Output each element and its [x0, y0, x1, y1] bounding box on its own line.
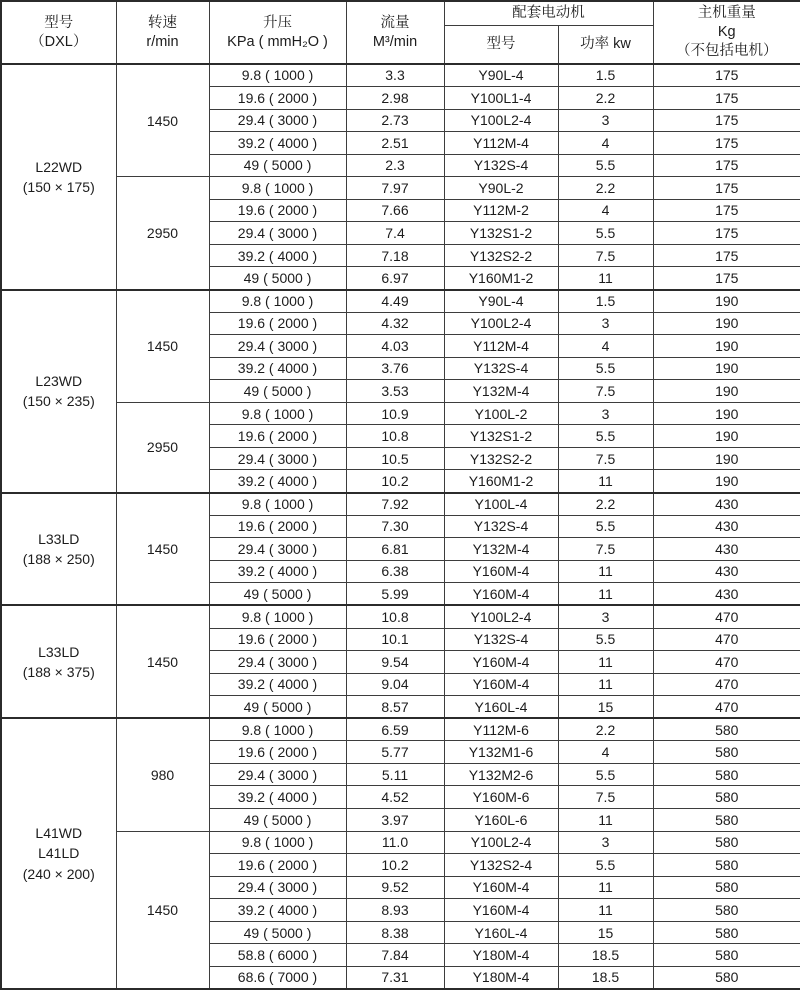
cell-motor-power: 4 [558, 741, 653, 764]
cell-motor-power: 11 [558, 651, 653, 674]
cell-pressure: 49 ( 5000 ) [209, 154, 346, 177]
cell-flow: 7.97 [346, 177, 444, 200]
model-section [1, 605, 800, 718]
cell-motor-power: 11 [558, 267, 653, 290]
cell-motor-power: 11 [558, 876, 653, 899]
cell-motor-power: 15 [558, 921, 653, 944]
cell-motor-power: 7.5 [558, 244, 653, 267]
cell-pressure: 49 ( 5000 ) [209, 809, 346, 832]
table-row [1, 402, 800, 425]
header-speed [116, 1, 209, 64]
cell-pressure: 49 ( 5000 ) [209, 267, 346, 290]
header-pressure-line1: 升压 [263, 14, 292, 31]
cell-flow: 5.99 [346, 583, 444, 606]
cell-pressure: 19.6 ( 2000 ) [209, 515, 346, 538]
cell-flow: 7.30 [346, 515, 444, 538]
cell-pressure: 29.4 ( 3000 ) [209, 876, 346, 899]
cell-motor-power: 7.5 [558, 538, 653, 561]
cell-flow: 6.97 [346, 267, 444, 290]
cell-pressure: 29.4 ( 3000 ) [209, 222, 346, 245]
cell-weight: 175 [653, 267, 800, 290]
model-line: (188 × 250) [22, 551, 95, 568]
cell-flow: 4.32 [346, 312, 444, 335]
cell-weight: 470 [653, 628, 800, 651]
cell-motor-power: 3 [558, 605, 653, 628]
cell-weight: 190 [653, 335, 800, 358]
cell-motor-model: Y160M-4 [444, 899, 558, 922]
cell-motor-model: Y132M1-6 [444, 741, 558, 764]
cell-motor-model: Y160M-4 [444, 651, 558, 674]
cell-flow: 7.66 [346, 199, 444, 222]
cell-motor-model: Y100L2-4 [444, 109, 558, 132]
header-weight-line1: 主机重量 [697, 5, 756, 22]
cell-motor-model: Y132M-4 [444, 538, 558, 561]
cell-weight: 580 [653, 921, 800, 944]
cell-motor-power: 11 [558, 470, 653, 493]
header-model-line2: （DXL） [30, 33, 88, 50]
cell-motor-power: 2.2 [558, 87, 653, 110]
model-section [1, 64, 800, 290]
cell-weight: 190 [653, 357, 800, 380]
cell-motor-power: 3 [558, 402, 653, 425]
cell-weight: 175 [653, 64, 800, 87]
cell-flow: 10.1 [346, 628, 444, 651]
cell-motor-power: 2.2 [558, 718, 653, 741]
speed-cell: 980 [116, 718, 209, 831]
cell-flow: 9.04 [346, 673, 444, 696]
cell-motor-power: 2.2 [558, 177, 653, 200]
cell-motor-power: 5.5 [558, 425, 653, 448]
cell-flow: 7.92 [346, 493, 444, 516]
table-row [1, 718, 800, 741]
model-line: L22WD [35, 158, 83, 175]
cell-pressure: 29.4 ( 3000 ) [209, 538, 346, 561]
model-cell [1, 493, 116, 606]
model-line: (188 × 375) [22, 663, 95, 680]
header-model [1, 1, 116, 64]
cell-motor-model: Y90L-4 [444, 290, 558, 313]
cell-flow: 5.11 [346, 763, 444, 786]
speed-cell: 2950 [116, 402, 209, 492]
cell-pressure: 49 ( 5000 ) [209, 921, 346, 944]
cell-flow: 3.76 [346, 357, 444, 380]
cell-pressure: 9.8 ( 1000 ) [209, 290, 346, 313]
cell-motor-model: Y132M2-6 [444, 763, 558, 786]
cell-motor-model: Y90L-2 [444, 177, 558, 200]
cell-motor-model: Y132S1-2 [444, 425, 558, 448]
cell-motor-model: Y100L1-4 [444, 87, 558, 110]
cell-weight: 470 [653, 605, 800, 628]
cell-flow: 7.4 [346, 222, 444, 245]
cell-motor-power: 15 [558, 696, 653, 719]
header-pressure [209, 1, 346, 64]
header-motor-group: 配套电动机 [444, 1, 653, 25]
cell-flow: 10.8 [346, 425, 444, 448]
cell-motor-model: Y160M1-2 [444, 470, 558, 493]
cell-pressure: 39.2 ( 4000 ) [209, 357, 346, 380]
cell-pressure: 9.8 ( 1000 ) [209, 831, 346, 854]
cell-pressure: 68.6 ( 7000 ) [209, 966, 346, 989]
cell-weight: 175 [653, 244, 800, 267]
cell-pressure: 58.8 ( 6000 ) [209, 944, 346, 967]
cell-weight: 190 [653, 312, 800, 335]
cell-flow: 11.0 [346, 831, 444, 854]
cell-weight: 580 [653, 786, 800, 809]
cell-motor-power: 3 [558, 312, 653, 335]
cell-pressure: 49 ( 5000 ) [209, 380, 346, 403]
cell-motor-model: Y112M-6 [444, 718, 558, 741]
header-model-line1: 型号 [44, 14, 74, 31]
cell-pressure: 9.8 ( 1000 ) [209, 493, 346, 516]
cell-motor-model: Y180M-4 [444, 966, 558, 989]
cell-motor-model: Y160L-4 [444, 696, 558, 719]
cell-pressure: 39.2 ( 4000 ) [209, 244, 346, 267]
cell-motor-model: Y160M-4 [444, 876, 558, 899]
cell-motor-power: 1.5 [558, 64, 653, 87]
table-header [1, 1, 800, 64]
cell-pressure: 9.8 ( 1000 ) [209, 718, 346, 741]
cell-motor-model: Y160L-6 [444, 809, 558, 832]
cell-motor-model: Y160L-4 [444, 921, 558, 944]
cell-weight: 580 [653, 831, 800, 854]
cell-motor-model: Y90L-4 [444, 64, 558, 87]
cell-motor-model: Y100L-4 [444, 493, 558, 516]
cell-pressure: 9.8 ( 1000 ) [209, 64, 346, 87]
cell-flow: 8.38 [346, 921, 444, 944]
cell-flow: 4.52 [346, 786, 444, 809]
cell-flow: 8.93 [346, 899, 444, 922]
cell-flow: 3.97 [346, 809, 444, 832]
header-weight-line2: Kg [717, 24, 736, 41]
cell-motor-power: 7.5 [558, 380, 653, 403]
cell-weight: 175 [653, 199, 800, 222]
cell-motor-model: Y132S-4 [444, 357, 558, 380]
model-section [1, 493, 800, 606]
cell-pressure: 29.4 ( 3000 ) [209, 651, 346, 674]
header-flow-line2: M³/min [372, 33, 418, 50]
cell-motor-power: 11 [558, 583, 653, 606]
table-row [1, 290, 800, 313]
cell-pressure: 19.6 ( 2000 ) [209, 87, 346, 110]
cell-motor-power: 4 [558, 132, 653, 155]
header-motor-model: 型号 [444, 25, 558, 64]
cell-motor-model: Y132M-4 [444, 380, 558, 403]
cell-flow: 10.2 [346, 470, 444, 493]
cell-flow: 4.49 [346, 290, 444, 313]
cell-motor-power: 7.5 [558, 786, 653, 809]
cell-flow: 10.8 [346, 605, 444, 628]
cell-pressure: 29.4 ( 3000 ) [209, 335, 346, 358]
table-row [1, 177, 800, 200]
cell-weight: 580 [653, 944, 800, 967]
cell-weight: 580 [653, 763, 800, 786]
cell-pressure: 29.4 ( 3000 ) [209, 109, 346, 132]
cell-motor-power: 18.5 [558, 966, 653, 989]
cell-weight: 175 [653, 154, 800, 177]
cell-flow: 8.57 [346, 696, 444, 719]
cell-motor-model: Y100L-2 [444, 402, 558, 425]
cell-flow: 5.77 [346, 741, 444, 764]
table-row [1, 64, 800, 87]
cell-motor-model: Y132S-4 [444, 154, 558, 177]
cell-motor-power: 2.2 [558, 493, 653, 516]
cell-pressure: 19.6 ( 2000 ) [209, 312, 346, 335]
header-pressure-line2: KPa ( mmH₂O ) [227, 33, 328, 50]
cell-flow: 2.3 [346, 154, 444, 177]
speed-cell: 1450 [116, 64, 209, 177]
cell-pressure: 49 ( 5000 ) [209, 696, 346, 719]
cell-motor-model: Y132S-4 [444, 628, 558, 651]
cell-flow: 10.2 [346, 854, 444, 877]
model-line: L41LD [38, 845, 80, 862]
cell-motor-model: Y132S2-4 [444, 854, 558, 877]
cell-weight: 190 [653, 447, 800, 470]
cell-motor-model: Y132S2-2 [444, 447, 558, 470]
cell-weight: 190 [653, 380, 800, 403]
cell-weight: 175 [653, 132, 800, 155]
cell-weight: 430 [653, 560, 800, 583]
cell-flow: 2.98 [346, 87, 444, 110]
cell-weight: 190 [653, 290, 800, 313]
cell-motor-power: 5.5 [558, 515, 653, 538]
cell-pressure: 39.2 ( 4000 ) [209, 560, 346, 583]
cell-motor-model: Y160M-4 [444, 560, 558, 583]
cell-motor-model: Y112M-4 [444, 335, 558, 358]
cell-motor-model: Y132S-4 [444, 515, 558, 538]
cell-weight: 430 [653, 493, 800, 516]
cell-motor-model: Y100L2-4 [444, 605, 558, 628]
cell-motor-model: Y160M-4 [444, 673, 558, 696]
cell-motor-power: 7.5 [558, 447, 653, 470]
cell-motor-model: Y132S2-2 [444, 244, 558, 267]
model-section [1, 718, 800, 989]
speed-cell: 1450 [116, 493, 209, 606]
cell-motor-power: 5.5 [558, 628, 653, 651]
header-speed-line2: r/min [146, 33, 179, 50]
cell-weight: 175 [653, 109, 800, 132]
cell-motor-model: Y100L2-4 [444, 831, 558, 854]
cell-motor-power: 4 [558, 199, 653, 222]
cell-pressure: 19.6 ( 2000 ) [209, 628, 346, 651]
cell-pressure: 9.8 ( 1000 ) [209, 177, 346, 200]
model-line: L33LD [38, 530, 80, 547]
model-cell [1, 605, 116, 718]
header-flow-line1: 流量 [380, 14, 410, 31]
cell-flow: 9.54 [346, 651, 444, 674]
cell-weight: 580 [653, 809, 800, 832]
cell-motor-power: 5.5 [558, 854, 653, 877]
cell-pressure: 29.4 ( 3000 ) [209, 447, 346, 470]
cell-pressure: 19.6 ( 2000 ) [209, 425, 346, 448]
cell-motor-model: Y160M-4 [444, 583, 558, 606]
speed-cell: 2950 [116, 177, 209, 290]
cell-flow: 10.5 [346, 447, 444, 470]
cell-pressure: 9.8 ( 1000 ) [209, 402, 346, 425]
cell-weight: 430 [653, 583, 800, 606]
cell-weight: 190 [653, 402, 800, 425]
cell-flow: 6.59 [346, 718, 444, 741]
cell-motor-power: 3 [558, 831, 653, 854]
cell-flow: 10.9 [346, 402, 444, 425]
cell-motor-power: 11 [558, 809, 653, 832]
cell-weight: 580 [653, 854, 800, 877]
cell-flow: 4.03 [346, 335, 444, 358]
speed-cell: 1450 [116, 831, 209, 989]
cell-weight: 175 [653, 177, 800, 200]
table-row [1, 605, 800, 628]
header-motor-power: 功率 kw [558, 25, 653, 64]
model-line: (240 × 200) [22, 865, 95, 882]
cell-flow: 2.73 [346, 109, 444, 132]
cell-flow: 2.51 [346, 132, 444, 155]
cell-weight: 580 [653, 966, 800, 989]
cell-motor-model: Y180M-4 [444, 944, 558, 967]
header-flow [346, 1, 444, 64]
cell-pressure: 29.4 ( 3000 ) [209, 763, 346, 786]
cell-motor-model: Y160M1-2 [444, 267, 558, 290]
cell-motor-power: 5.5 [558, 357, 653, 380]
cell-weight: 190 [653, 470, 800, 493]
cell-flow: 6.38 [346, 560, 444, 583]
cell-weight: 430 [653, 538, 800, 561]
cell-pressure: 19.6 ( 2000 ) [209, 199, 346, 222]
header-weight [653, 1, 800, 64]
cell-motor-model: Y112M-4 [444, 132, 558, 155]
cell-motor-model: Y132S1-2 [444, 222, 558, 245]
cell-weight: 175 [653, 87, 800, 110]
cell-motor-power: 4 [558, 335, 653, 358]
model-line: (150 × 235) [22, 393, 95, 410]
cell-weight: 190 [653, 425, 800, 448]
model-line: L33LD [38, 643, 80, 660]
cell-weight: 580 [653, 876, 800, 899]
table-row [1, 831, 800, 854]
speed-cell: 1450 [116, 605, 209, 718]
table-row [1, 493, 800, 516]
cell-pressure: 39.2 ( 4000 ) [209, 673, 346, 696]
model-line: L41WD [35, 825, 83, 842]
cell-weight: 580 [653, 718, 800, 741]
cell-weight: 470 [653, 696, 800, 719]
cell-motor-power: 11 [558, 673, 653, 696]
cell-flow: 7.18 [346, 244, 444, 267]
cell-flow: 6.81 [346, 538, 444, 561]
model-line: L23WD [35, 372, 83, 389]
cell-motor-model: Y112M-2 [444, 199, 558, 222]
cell-motor-power: 1.5 [558, 290, 653, 313]
cell-weight: 430 [653, 515, 800, 538]
cell-motor-power: 5.5 [558, 222, 653, 245]
header-speed-line1: 转速 [148, 14, 177, 31]
cell-pressure: 39.2 ( 4000 ) [209, 132, 346, 155]
cell-weight: 470 [653, 673, 800, 696]
model-cell [1, 290, 116, 493]
cell-motor-power: 11 [558, 560, 653, 583]
cell-pressure: 39.2 ( 4000 ) [209, 899, 346, 922]
cell-motor-power: 5.5 [558, 154, 653, 177]
cell-flow: 3.3 [346, 64, 444, 87]
model-section [1, 290, 800, 493]
cell-pressure: 49 ( 5000 ) [209, 583, 346, 606]
cell-weight: 580 [653, 741, 800, 764]
cell-weight: 470 [653, 651, 800, 674]
model-line: (150 × 175) [22, 178, 95, 195]
model-cell [1, 718, 116, 989]
cell-flow: 3.53 [346, 380, 444, 403]
cell-weight: 580 [653, 899, 800, 922]
cell-motor-power: 5.5 [558, 763, 653, 786]
speed-cell: 1450 [116, 290, 209, 403]
cell-motor-power: 18.5 [558, 944, 653, 967]
cell-weight: 175 [653, 222, 800, 245]
cell-pressure: 39.2 ( 4000 ) [209, 786, 346, 809]
header-weight-line3: （不包括电机） [676, 42, 778, 59]
cell-flow: 9.52 [346, 876, 444, 899]
cell-flow: 7.84 [346, 944, 444, 967]
cell-flow: 7.31 [346, 966, 444, 989]
cell-pressure: 9.8 ( 1000 ) [209, 605, 346, 628]
cell-motor-power: 3 [558, 109, 653, 132]
cell-pressure: 19.6 ( 2000 ) [209, 741, 346, 764]
cell-motor-model: Y100L2-4 [444, 312, 558, 335]
model-cell [1, 64, 116, 290]
cell-motor-power: 11 [558, 899, 653, 922]
cell-motor-model: Y160M-6 [444, 786, 558, 809]
cell-pressure: 19.6 ( 2000 ) [209, 854, 346, 877]
cell-pressure: 39.2 ( 4000 ) [209, 470, 346, 493]
